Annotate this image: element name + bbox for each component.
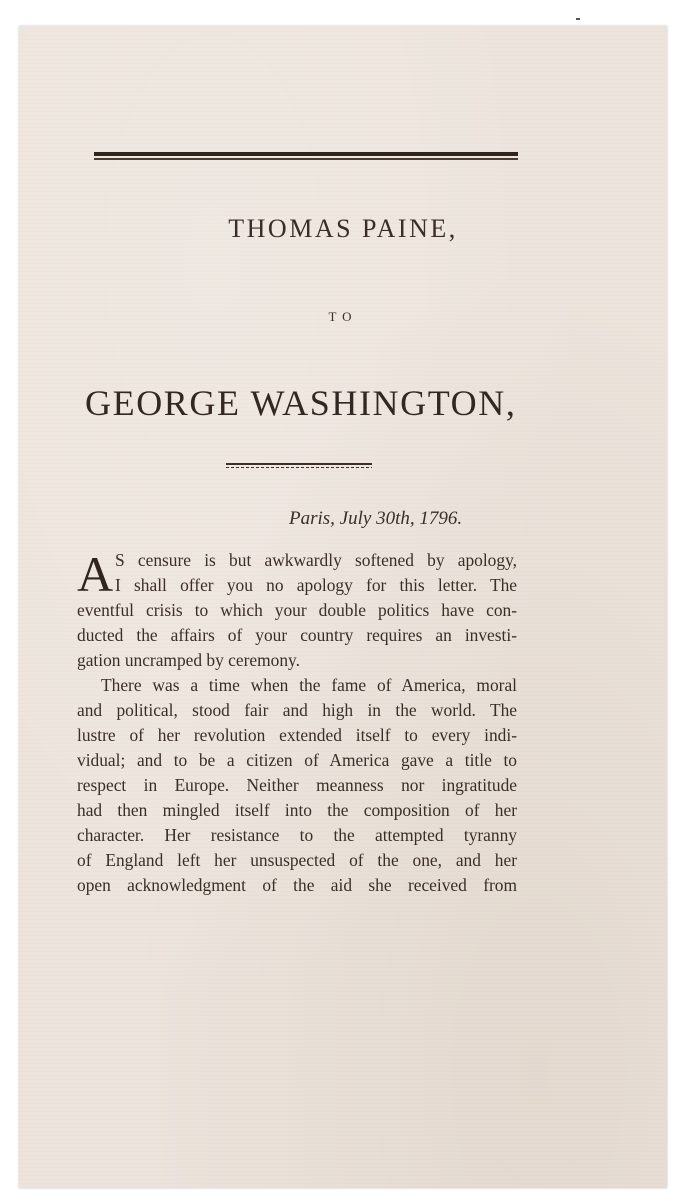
edge-mark [576,18,580,20]
drop-cap: A [77,546,114,602]
ornamental-rule-top [226,463,372,465]
paragraph-1 [77,548,517,673]
recipient-heading: GEORGE WASHINGTON, [85,383,517,423]
text-line: and political, stood fair and high in the world. The [77,700,517,720]
document-page [19,26,667,1188]
top-rule-thick [94,152,518,156]
line-text: S censure is but awkwardly softened by apology, [115,550,517,570]
top-rule-thin [94,158,518,160]
dateline: Paris, July 30th, 1796. [289,508,463,529]
text-line: ducted the affairs of your country requires an investi- [77,625,517,645]
text-line: open acknowledgment of the aid she received from [77,875,517,895]
ornamental-rule [226,463,372,469]
author-heading [19,214,667,244]
text-line: respect in Europe. Neither meanness nor ingratitude [77,775,517,795]
paragraph-2 [77,673,517,898]
connector-text: TO [328,309,358,324]
text-line: There was a time when the fame of America, moral [101,675,517,695]
text-line: lustre of her revolution extended itself to every indi- [77,725,517,745]
text-line: gation uncramped by ceremony. [77,650,300,670]
author-text: THOMAS PAINE, [228,214,458,243]
text-line: of England left her unsuspected of the one, and her [77,850,517,870]
text-line: vidual; and to be a citizen of America gave a title to [77,750,517,770]
ornamental-rule-bottom [226,467,372,468]
text-line: character. Her resistance to the attempted tyranny [77,825,517,845]
text-line: I shall offer you no apology for this letter. The [115,575,517,595]
text-line: had then mingled itself into the composition of her [77,800,517,820]
top-double-rule [94,152,518,160]
connector-heading [19,309,667,325]
letter-body [77,548,517,898]
text-line: eventful crisis to which your double politics have con- [77,600,517,620]
